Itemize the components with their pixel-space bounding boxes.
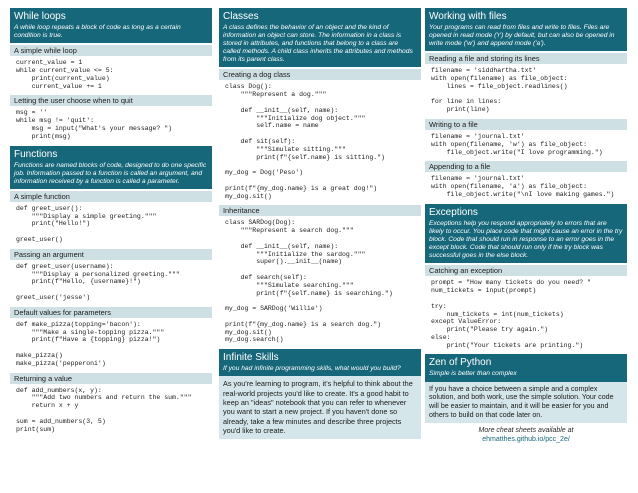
quit-code: msg = '' while msg != 'quit': msg = input("What's your message? ") print(msg) — [16, 109, 173, 140]
while-loops-description: A while loop repeats a block of code as long as a certain condition is true. — [14, 24, 181, 40]
simple-while-code: current_value = 1 while current_value <= 5: print(current_value) current_value += 1 — [16, 59, 114, 90]
footer-link[interactable]: ehmatthes.github.io/pcc_2e/ — [482, 436, 570, 444]
zen-title: Zen of Python — [429, 357, 492, 369]
writing-file-code: filename = 'journal.txt' with open(filename, 'w') as file_object: file_object.write("I love programming.") — [431, 133, 603, 156]
zen-description: Simple is better than complex — [429, 370, 517, 378]
passing-argument-code: def greet_user(username): """Display a personalized greeting.""" print(f"Hello, {username}!") greet_user('jesse') — [16, 262, 180, 302]
zen-body: If you have a choice between a simple and a complex solution, and both work, use the simple solution. Your code will be easier to maintain, and it will be easier for you and others to build on that code later on. — [425, 382, 627, 424]
simple-function-code: def greet_user(): """Display a simple greeting.""" print("Hello!") greet_user() — [16, 204, 157, 244]
default-values-heading: Default values for parameters — [10, 307, 212, 318]
column-middle — [219, 8, 421, 439]
column-right — [425, 8, 627, 444]
footer — [425, 426, 627, 444]
while-loops-header — [10, 8, 212, 43]
quit-heading: Letting the user choose when to quit — [10, 95, 212, 106]
simple-function-heading: A simple function — [10, 191, 212, 202]
passing-argument-heading: Passing an argument — [10, 249, 212, 260]
infinite-skills-body: As you're learning to program, it's helpful to think about the real-world projects you'd like to create. It's a good habit to keep an "ideas" notebook that you can refer to whenever you want to start a new project. If you haven't done so already, take a few minutes and describe three projects you'd like to create. — [219, 376, 421, 438]
column-left — [10, 8, 212, 436]
infinite-skills-header — [219, 349, 421, 376]
infinite-skills-title: Infinite Skills — [223, 352, 279, 364]
while-loops-title: While loops — [14, 11, 66, 22]
reading-file-code: filename = 'siddhartha.txt' with open(filename) as file_object: lines = file_object.readlines() for line in lines: print(line) — [431, 67, 568, 114]
catching-exception-code: prompt = "How many tickets do you need? " num_tickets = input(prompt) try: num_tickets = int(num_tickets) except ValueError: print("Please try again.") else: print("Your tickets are printing.") — [431, 279, 591, 349]
classes-description: A class defines the behavior of an object and the kind of information an object can store. The information in a class is stored in attributes, and functions that belong to a class are called methods. A child class inherits the attributes and methods from its parent class. — [223, 24, 413, 64]
reading-file-heading: Reading a file and storing its lines — [425, 53, 627, 64]
simple-while-heading: A simple while loop — [10, 45, 212, 56]
inheritance-heading: Inheritance — [219, 205, 421, 216]
footer-text: More cheat sheets available at — [478, 427, 574, 435]
returning-value-code: def add_numbers(x, y): """Add two numbers and return the sum.""" return x + y sum = add_numbers(3, 5) print(sum) — [16, 386, 192, 433]
files-title: Working with files — [429, 11, 507, 22]
returning-value-heading: Returning a value — [10, 373, 212, 384]
files-description: Your programs can read from files and write to files. Files are opened in read mode ('r') by default, but can also be opened in write mode ('w') and append mode ('a'). — [429, 24, 615, 48]
dog-class-code: class Dog(): """Represent a dog.""" def __init__(self, name): """Initialize dog object.""" self.name = name def sit(self): """Simulate sitting.""" print(f"{self.name} is sitting.") my_dog = Dog('Peso') print(f"{my_dog.name} is a great dog!") my_dog.sit() — [225, 83, 385, 200]
infinite-skills-description: If you had infinite programming skills, what would you build? — [223, 365, 401, 373]
exceptions-title: Exceptions — [429, 206, 478, 218]
dog-class-heading: Creating a dog class — [219, 69, 421, 80]
catching-exception-heading: Catching an exception — [425, 265, 627, 276]
exceptions-header — [425, 204, 627, 263]
writing-file-heading: Writing to a file — [425, 119, 627, 130]
appending-file-heading: Appending to a file — [425, 161, 627, 172]
zen-header — [425, 354, 627, 381]
appending-file-code: filename = 'journal.txt' with open(filename, 'a') as file_object: file_object.write("\nI love making games.") — [431, 175, 615, 199]
inheritance-code: class SARDog(Dog): """Represent a search dog.""" def __init__(self, name): """Initialize the sardog.""" super().__init__(name) def search(self): """Simulate searching.""" print(f"{self.name} is searching.") my_dog = SARDog('Willie') print(f"{my_dog.name} is a search dog.") my_dog.sit() my_dog.search() — [225, 219, 393, 344]
functions-description: Functions are named blocks of code, designed to do one specific job. Information passed to a function is called an argument, and information received by a function is called a parameter. — [14, 161, 207, 185]
classes-header — [219, 8, 421, 67]
functions-header — [10, 146, 212, 189]
exceptions-description: Exceptions help you respond appropriately to errors that are likely to occur. You place code that might cause an error in the try block. Code that should run in response to an error goes in the except block. Code that should run only if the try block was successful goes in the else block. — [429, 219, 623, 260]
files-header — [425, 8, 627, 51]
default-values-code: def make_pizza(topping='bacon'): """Make a single-topping pizza.""" print(f"Have a {topping} pizza!") make_pizza() make_pizza('pepperoni') — [16, 320, 165, 367]
classes-title: Classes — [223, 11, 259, 22]
functions-title: Functions — [14, 148, 58, 160]
